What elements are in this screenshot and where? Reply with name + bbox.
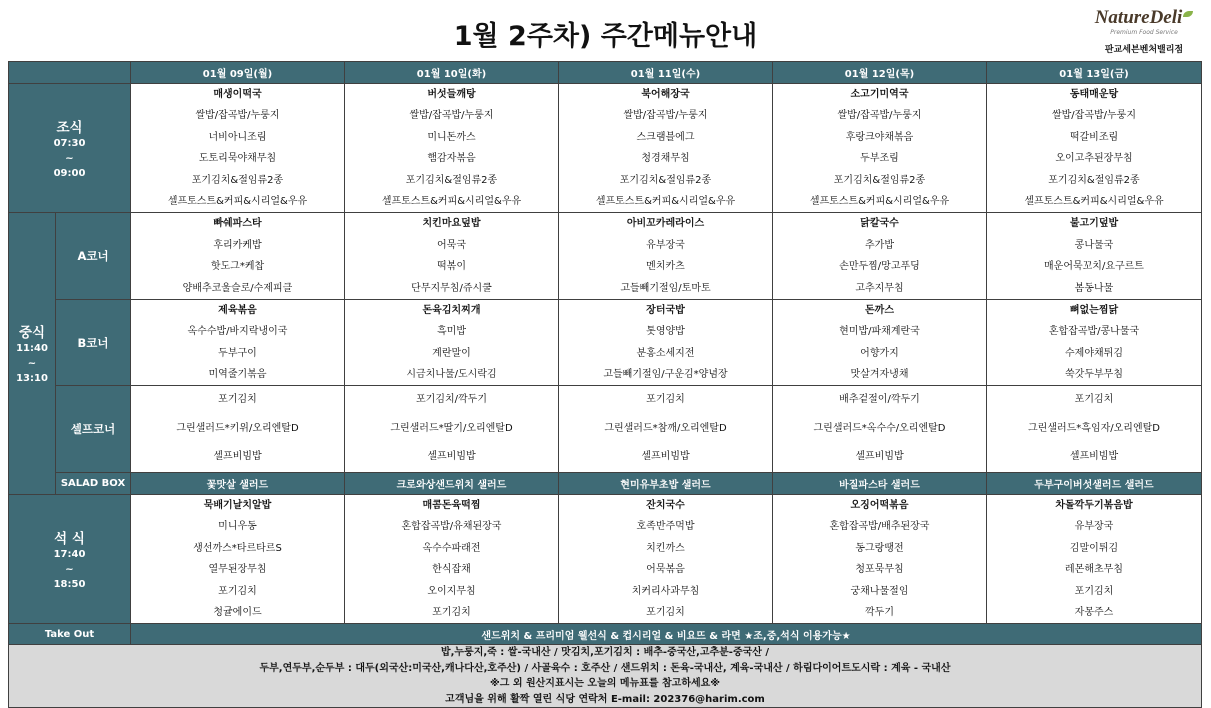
main-dish: 매콤돈육떡찜: [422, 499, 481, 511]
meal-name: 중식: [18, 325, 46, 342]
menu-item: 쌀밥/잡곡밥/누룽지: [409, 110, 494, 122]
menu-cell: [773, 299, 987, 386]
contact-line: 고객님을 위해 활짝 열린 식당 연락처 E-mail: 202376@harim.com: [445, 693, 765, 705]
menu-cell: [131, 84, 345, 213]
menu-item: 혼합잡곡밥/유채된장국: [401, 521, 502, 533]
menu-item: 그린샐러드*키위/오리엔탈D: [176, 422, 299, 434]
origin-line: 밥,누룽지,죽 : 쌀-국내산 / 맛김치,포기김치 : 배추-중국산,고추분-중국산 /: [440, 647, 770, 659]
menu-item: 청귤에이드: [213, 606, 262, 618]
menu-item: 한식잡채: [432, 564, 471, 576]
menu-cell: [773, 213, 987, 300]
meal-name: 석 식: [54, 530, 85, 547]
menu-item: 오이고추된장무침: [1055, 153, 1133, 165]
meal-time-tilde: ~: [65, 152, 74, 164]
meal-time-start: 11:40: [16, 343, 48, 355]
menu-item: 레몬해초무침: [1065, 564, 1123, 576]
main-dish: 잔치국수: [646, 499, 685, 511]
menu-cell: [559, 213, 773, 300]
menu-item: 혼합잡곡밥/콩나물국: [1048, 326, 1140, 338]
menu-item: 후랑크야채볶음: [845, 131, 914, 143]
menu-item: 핫도그*케찹: [210, 261, 265, 273]
main-dish: 묵배기날치알밥: [203, 499, 272, 511]
lunch-label: [9, 213, 56, 495]
main-dish: 포기김치: [646, 394, 685, 406]
menu-item: 깍두기: [865, 606, 894, 618]
menu-item: 셀프비빔밥: [427, 451, 476, 463]
menu-cell: [773, 494, 987, 623]
menu-item: 치커리사과무침: [631, 585, 700, 597]
salad-item: 꽃맛살 샐러드: [131, 472, 345, 494]
menu-item: 포기김치: [1074, 585, 1114, 597]
menu-item: 추가밥: [865, 239, 894, 251]
main-dish: 버섯들깨탕: [427, 89, 476, 100]
menu-cell: [559, 386, 773, 473]
menu-item: 포기김치&절임류2종: [833, 174, 926, 186]
menu-item: 고추지무침: [855, 282, 904, 294]
branch-name: 판교세븐벤처밸리점: [1104, 45, 1184, 55]
menu-item: 포기김치&절임류2종: [619, 174, 712, 186]
menu-item: 떡볶이: [437, 261, 466, 273]
takeout-label: Take Out: [9, 624, 131, 645]
menu-item: 떡갈비조림: [1069, 131, 1119, 143]
menu-cell: [345, 494, 559, 623]
menu-item: 수제야채튀김: [1065, 347, 1123, 359]
main-dish: 돈까스: [865, 304, 894, 316]
menu-item: 셀프토스트&커피&시리얼&우유: [809, 195, 950, 207]
lunch-b-row: [9, 299, 1202, 386]
menu-item: 그린샐러드*딸기/오리엔탈D: [390, 422, 513, 434]
main-dish: 돈육김치찌개: [422, 304, 481, 316]
menu-cell: [345, 299, 559, 386]
menu-cell: [559, 494, 773, 623]
menu-item: 셀프토스트&커피&시리얼&우유: [381, 195, 522, 207]
menu-item: 현미밥/파채계란국: [839, 326, 920, 338]
menu-item: 포기김치&절임류2종: [1048, 174, 1140, 186]
takeout-row: [9, 624, 1202, 645]
takeout-text: 샌드위치 & 프리미엄 웰선식 & 컵시리얼 & 비요뜨 & 라면 ★조,중,석식 이용가능★: [131, 624, 1202, 645]
menu-cell: [345, 386, 559, 473]
menu-item: 자몽주스: [1074, 606, 1114, 618]
menu-cell: [987, 494, 1202, 623]
menu-item: 멘치카츠: [646, 261, 685, 273]
menu-item: 혼합잡곡밥/배추된장국: [829, 521, 930, 533]
menu-item: 셀프토스트&커피&시리얼&우유: [1024, 195, 1164, 207]
menu-item: 청경채무침: [641, 153, 690, 165]
header-row: [9, 62, 1202, 84]
lunch-a-row: [9, 213, 1202, 300]
meal-time-end: 13:10: [16, 373, 48, 385]
origin-line: 두부,연두부,순두부 : 대두(외국산:미국산,캐나다산,호주산) / 사골육수 : 호주산 / 샌드위치 : 돈육-국내산, 계육-국내산 / 하림다이어트도시락 : 계육 - 국내산: [259, 662, 951, 674]
menu-item: 미니우동: [218, 521, 257, 533]
menu-item: 콩나물국: [1074, 239, 1114, 251]
salad-item: 바질파스타 샐러드: [773, 472, 987, 494]
menu-item: 분홍소세지전: [636, 347, 695, 359]
brand-logo: [1089, 8, 1199, 55]
menu-item: 쌀밥/잡곡밥/누룽지: [623, 110, 708, 122]
menu-item: 미니돈까스: [427, 131, 476, 143]
menu-item: 청포묵무침: [855, 564, 904, 576]
menu-item: 셀프비빔밥: [213, 451, 262, 463]
main-dish: 북어해장국: [641, 89, 690, 100]
breakfast-row: [9, 84, 1202, 213]
menu-cell: [987, 84, 1202, 213]
origin-note: ※그 외 원산지표시는 오늘의 메뉴표를 참고하세요※: [489, 678, 721, 690]
menu-item: 햄감자볶음: [427, 153, 476, 165]
salad-item: 두부구이버섯샐러드 샐러드: [987, 472, 1202, 494]
weekly-menu-table: [8, 61, 1202, 708]
menu-item: 쑥갓두부무침: [1065, 369, 1123, 381]
menu-item: 두부조림: [860, 153, 899, 165]
menu-cell: [131, 494, 345, 623]
salad-box-label: SALAD BOX: [56, 472, 131, 494]
menu-item: 옥수수밥/바지락냉이국: [187, 326, 288, 338]
menu-item: 고들빼기절임/구운김*양념장: [603, 369, 728, 381]
menu-item: 셀프토스트&커피&시리얼&우유: [167, 195, 308, 207]
menu-item: 생선까스*타르타르S: [193, 542, 282, 554]
menu-item: 스크램블에그: [636, 131, 695, 143]
day-header: 01월 13일(금): [987, 62, 1202, 84]
menu-cell: [987, 386, 1202, 473]
menu-item: 단무지무침/쥬시쿨: [411, 282, 492, 294]
menu-cell: [559, 84, 773, 213]
menu-item: 계란말이: [432, 347, 471, 359]
menu-item: 매운어묵꼬치/요구르트: [1044, 261, 1144, 273]
menu-item: 그린샐러드*흑임자/오리엔탈D: [1028, 422, 1160, 434]
menu-item: 셀프토스트&커피&시리얼&우유: [595, 195, 736, 207]
menu-item: 그린샐러드*참깨/오리엔탈D: [604, 422, 727, 434]
menu-item: 열무된장무침: [208, 564, 267, 576]
menu-cell: [131, 386, 345, 473]
main-dish: 포기김치: [1074, 394, 1114, 406]
menu-item: 쌀밥/잡곡밥/누룽지: [195, 110, 280, 122]
menu-item: 어향가지: [860, 347, 899, 359]
menu-item: 고들빼기절임/토마토: [620, 282, 711, 294]
main-dish: 닭칼국수: [860, 218, 899, 230]
day-header: 01월 10일(화): [345, 62, 559, 84]
menu-cell: [987, 299, 1202, 386]
menu-item: 그린샐러드*옥수수/오리엔탈D: [813, 422, 946, 434]
meal-time-start: 17:40: [53, 548, 86, 560]
leaf-icon: [1183, 11, 1193, 17]
main-dish: 장터국밥: [646, 304, 685, 316]
menu-item: 어묵볶음: [646, 564, 685, 576]
menu-item: 도토리묵야채무침: [198, 153, 277, 165]
menu-item: 어묵국: [437, 239, 466, 251]
menu-cell: [131, 213, 345, 300]
menu-item: 포기김치: [646, 606, 685, 618]
menu-item: 셀프비빔밥: [641, 451, 690, 463]
main-dish: 오징어떡볶음: [850, 499, 909, 511]
menu-item: 양배추코울슬로/수제피클: [182, 282, 293, 294]
main-dish: 배추겉절이/깍두기: [839, 394, 920, 406]
menu-item: 셀프비빔밥: [1069, 451, 1119, 463]
salad-item: 현미유부초밥 샐러드: [559, 472, 773, 494]
meal-time-start: 07:30: [53, 137, 86, 149]
menu-item: 포기김치&절임류2종: [405, 174, 498, 186]
menu-item: 유부장국: [646, 239, 685, 251]
menu-item: 궁채나물절임: [850, 585, 909, 597]
menu-item: 김말이튀김: [1069, 542, 1119, 554]
origin-notice: [9, 645, 1202, 708]
main-dish: 치킨마요덮밥: [422, 218, 481, 230]
menu-item: 흑미밥: [437, 326, 466, 338]
main-dish: 포기김치: [218, 394, 257, 406]
main-dish: 뼈없는찜닭: [1069, 304, 1119, 316]
menu-cell: [773, 386, 987, 473]
corner-a-label: A코너: [56, 213, 131, 300]
menu-cell: [345, 213, 559, 300]
self-corner-label: 셀프코너: [56, 386, 131, 473]
main-dish: 제육볶음: [218, 304, 257, 316]
menu-item: 셀프비빔밥: [855, 451, 904, 463]
menu-item: 쌀밥/잡곡밥/누룽지: [837, 110, 922, 122]
menu-item: 미역줄기볶음: [208, 369, 267, 381]
main-dish: 포기김치/깍두기: [416, 394, 487, 406]
dinner-row: [9, 494, 1202, 623]
menu-item: 치킨까스: [646, 542, 685, 554]
day-header: 01월 09일(월): [131, 62, 345, 84]
menu-item: 포기김치&절임류2종: [191, 174, 284, 186]
menu-item: 너비아니조림: [208, 131, 267, 143]
menu-cell: [131, 299, 345, 386]
brand-tagline: Premium Food Service: [1110, 29, 1178, 36]
salad-row: [9, 472, 1202, 494]
menu-cell: [773, 84, 987, 213]
page-title: 1월 2주차) 주간메뉴안내: [453, 21, 758, 52]
menu-item: 쌀밥/잡곡밥/누룽지: [1051, 110, 1137, 122]
main-dish: 불고기덮밥: [1069, 218, 1119, 230]
footer-row: [9, 645, 1202, 708]
menu-item: 포기김치: [432, 606, 471, 618]
menu-item: 봄동나물: [1074, 282, 1114, 294]
meal-time-tilde: ~: [65, 563, 74, 575]
breakfast-label: [9, 84, 131, 213]
menu-item: 오이지무침: [427, 585, 476, 597]
menu-cell: [559, 299, 773, 386]
main-dish: 차돌깍두기볶음밥: [1055, 499, 1133, 511]
meal-time-end: 18:50: [53, 578, 86, 590]
meal-time-tilde: ~: [27, 358, 37, 370]
header-blank: [9, 62, 131, 84]
menu-item: 톳영양밥: [646, 326, 685, 338]
main-dish: 빠쉐파스타: [213, 218, 262, 230]
menu-item: 동그랑땡전: [855, 542, 904, 554]
menu-item: 유부장국: [1074, 521, 1114, 533]
menu-cell: [987, 213, 1202, 300]
corner-b-label: B코너: [56, 299, 131, 386]
menu-item: 호족반주먹밥: [636, 521, 695, 533]
menu-item: 시금치나물/도시락김: [406, 369, 497, 381]
menu-item: 포기김치: [218, 585, 257, 597]
meal-name: 조식: [56, 119, 83, 136]
dinner-label: [9, 494, 131, 623]
day-header: 01월 11일(수): [559, 62, 773, 84]
brand-name: NatureDeli: [1094, 7, 1183, 28]
lunch-self-row: [9, 386, 1202, 473]
menu-item: 옥수수파래전: [422, 542, 481, 554]
meal-time-end: 09:00: [53, 167, 86, 179]
menu-cell: [345, 84, 559, 213]
main-dish: 소고기미역국: [850, 89, 909, 100]
menu-item: 맛살겨자냉채: [850, 369, 909, 381]
menu-item: 두부구이: [218, 347, 257, 359]
menu-item: 후리카케밥: [213, 239, 262, 251]
salad-item: 크로와상샌드위치 샐러드: [345, 472, 559, 494]
main-dish: 매생이떡국: [213, 89, 262, 100]
menu-item: 손만두찜/망고푸딩: [839, 261, 920, 273]
main-dish: 아비꼬카레라이스: [626, 218, 705, 230]
main-dish: 동태매운탕: [1069, 89, 1119, 100]
day-header: 01월 12일(목): [773, 62, 987, 84]
